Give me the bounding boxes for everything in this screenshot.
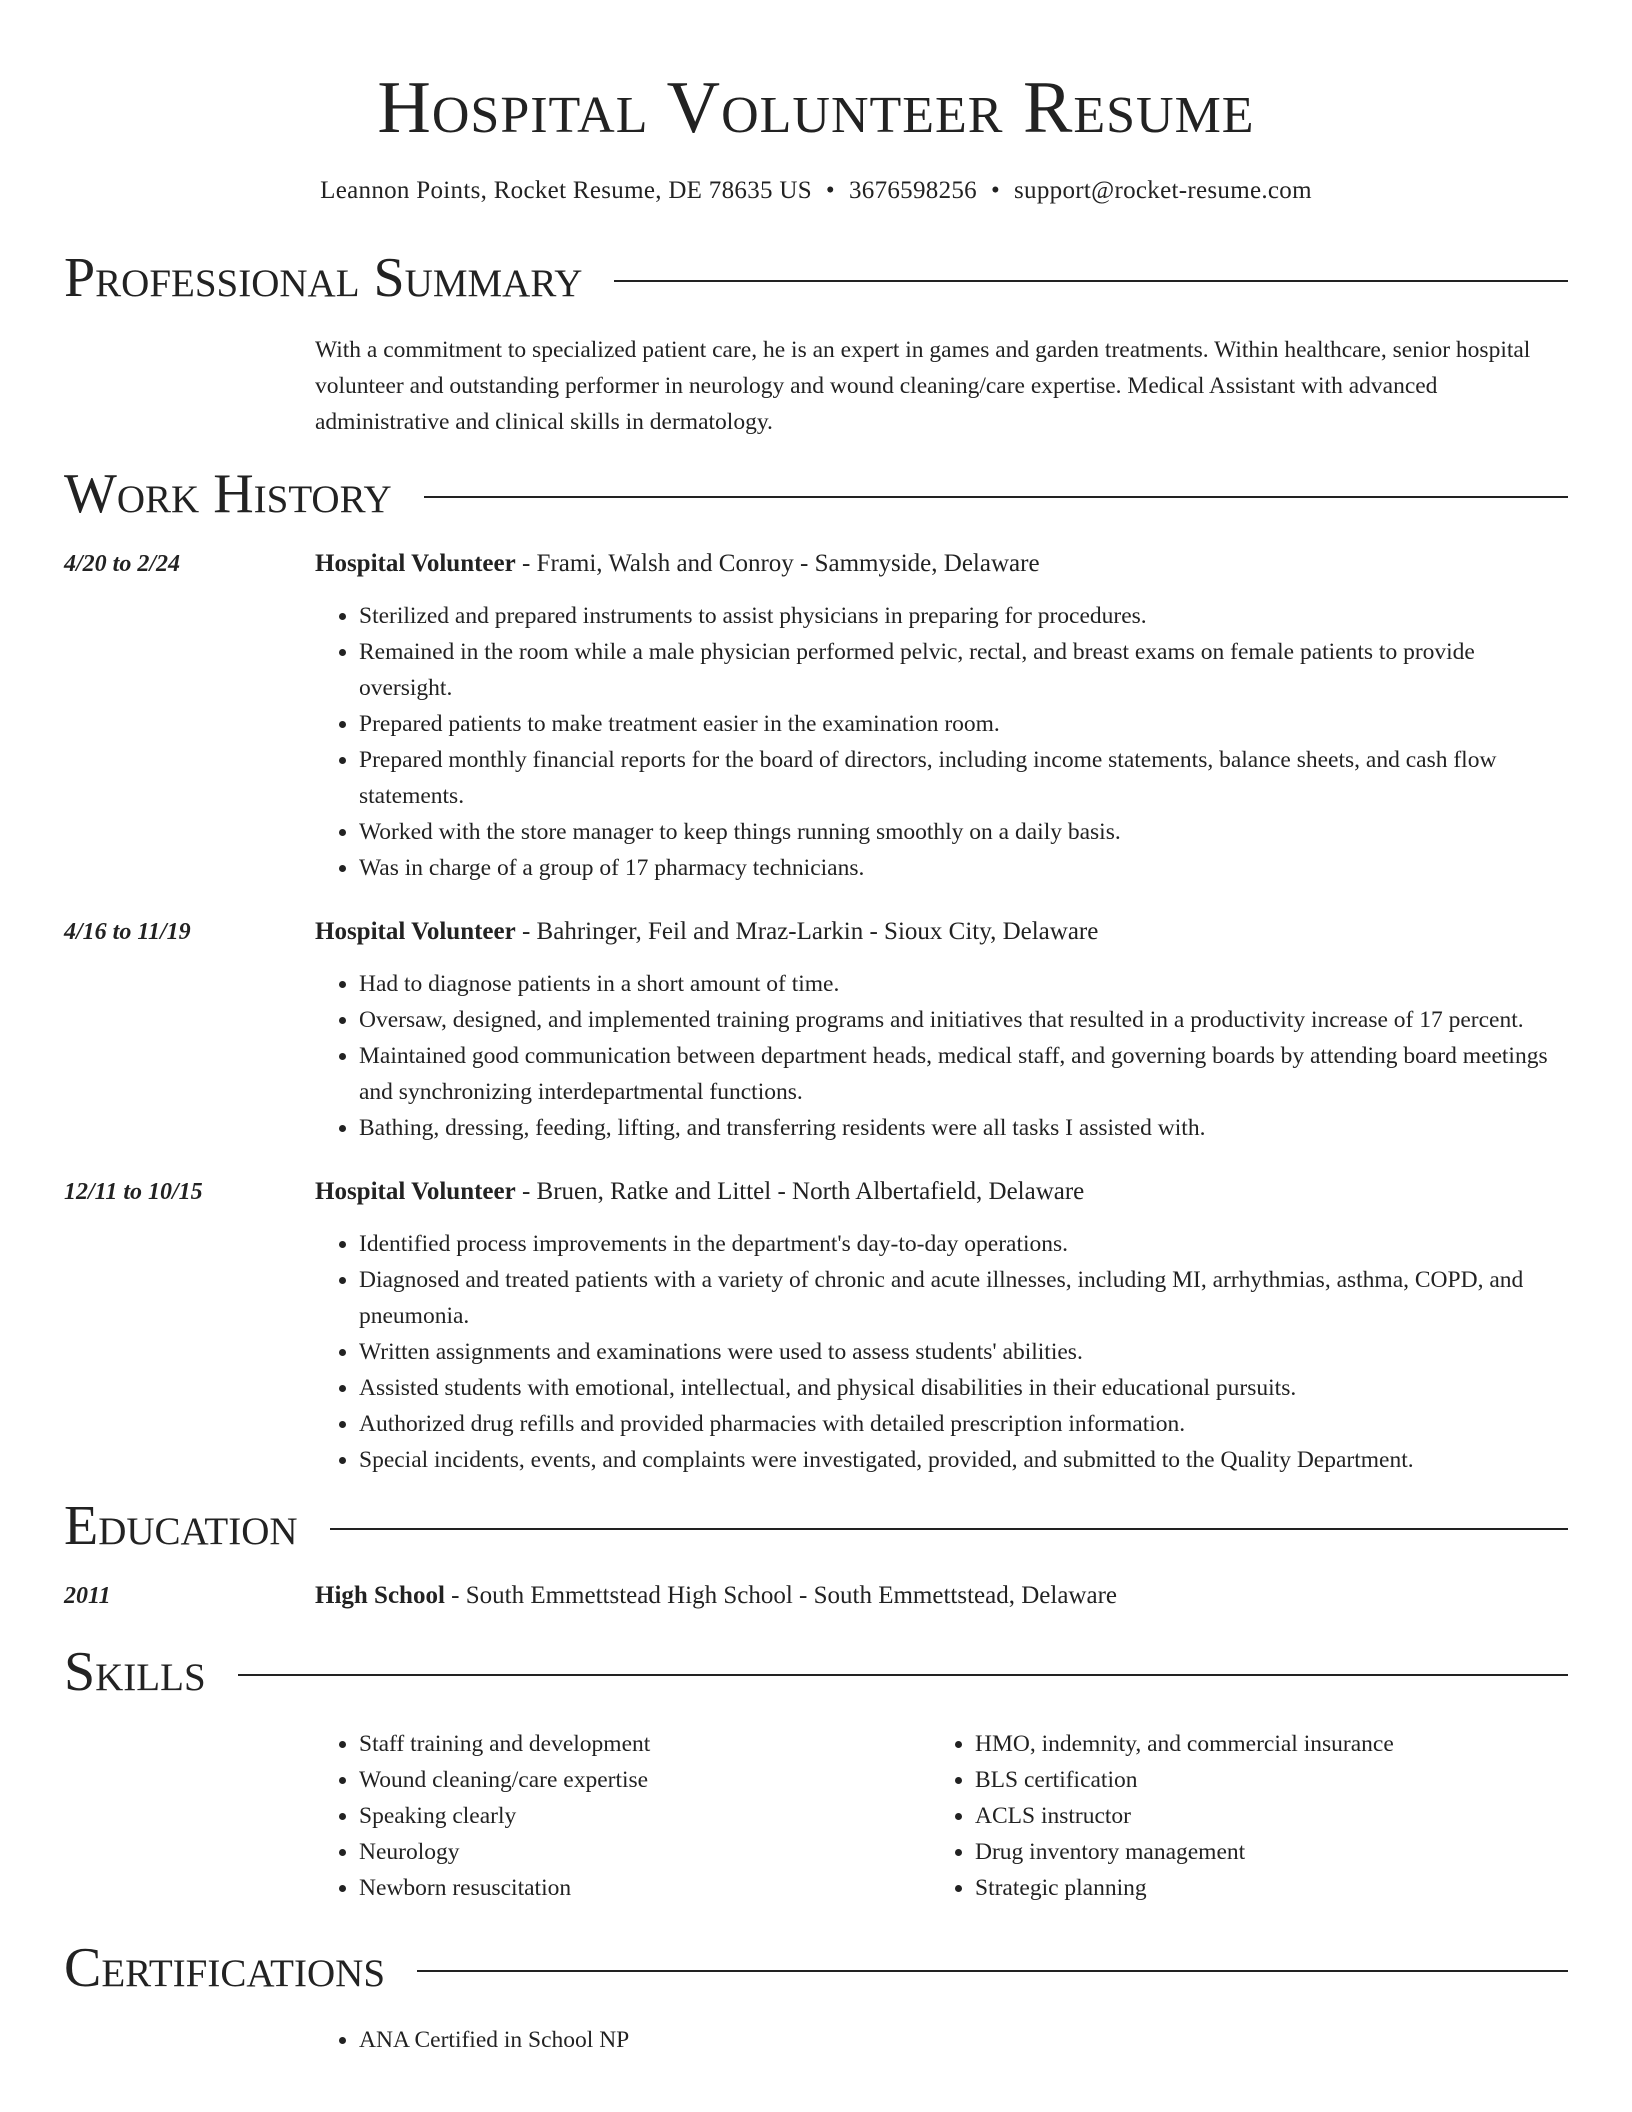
skills-column-right	[931, 1726, 1567, 1906]
certifications-list	[315, 2022, 1568, 2058]
contact-separator: •	[825, 177, 835, 204]
list-item: • Special incidents, events, and complaints were investigated, provided, and submitted to the Quality Department.	[359, 1442, 1568, 1478]
job-dates: 4/20 to 2/24	[64, 551, 181, 577]
job-employer: - Bruen, Ratke and Littel - North Albertafield, Delaware	[515, 1178, 1085, 1205]
list-item: • Written assignments and examinations were used to assess students' abilities.	[359, 1334, 1568, 1370]
list-item: • Newborn resuscitation	[359, 1870, 931, 1906]
education-entry	[64, 1580, 1568, 1612]
list-item: • Was in charge of a group of 17 pharmacy technicians.	[359, 850, 1568, 886]
contact-separator: •	[990, 177, 1001, 204]
contact-email: support@rocket-resume.com	[1014, 177, 1312, 204]
section-title-skills: Skills	[64, 1641, 206, 1703]
list-item: • Bathing, dressing, feeding, lifting, and transferring residents were all tasks I assisted with.	[359, 1110, 1568, 1146]
skills-column-left	[315, 1726, 931, 1906]
skills-list	[315, 1726, 1568, 1906]
section-header-certifications	[64, 1936, 1568, 2000]
contact-phone: 3676598256	[848, 177, 977, 204]
job-heading	[315, 916, 1568, 948]
list-item: • Wound cleaning/care expertise	[359, 1762, 931, 1798]
education-heading	[315, 1580, 1117, 1612]
education-degree: High School	[315, 1582, 445, 1609]
section-rule	[417, 1970, 1568, 1972]
list-item: • Worked with the store manager to keep things running smoothly on a daily basis.	[359, 814, 1568, 850]
job-body	[315, 916, 1568, 1146]
list-item: • ANA Certified in School NP	[359, 2022, 1568, 2058]
list-item: • Neurology	[359, 1834, 931, 1870]
list-item: • Oversaw, designed, and implemented training programs and initiatives that resulted in a productivity increase of 17 percent.	[359, 1002, 1568, 1038]
education-year: 2011	[64, 1583, 111, 1609]
section-title-work: Work History	[64, 463, 392, 525]
job-entry	[64, 916, 1568, 1146]
section-rule	[330, 1528, 1568, 1530]
list-item: • Strategic planning	[975, 1870, 1567, 1906]
section-rule	[614, 280, 1568, 282]
list-item: • BLS certification	[975, 1762, 1567, 1798]
list-item: • Diagnosed and treated patients with a variety of chronic and acute illnesses, including MI, arrhythmias, asthma, COPD, and pneumonia.	[359, 1262, 1568, 1334]
list-item: • Maintained good communication between department heads, medical staff, and governing boards by attending board meetings and synchronizing interdepartmental functions.	[359, 1038, 1568, 1110]
list-item: • Prepared patients to make treatment easier in the examination room.	[359, 706, 1568, 742]
list-item: • Staff training and development	[359, 1726, 931, 1762]
job-heading	[315, 1176, 1568, 1208]
list-item: • Drug inventory management	[975, 1834, 1567, 1870]
section-header-skills	[64, 1640, 1568, 1704]
job-bullets	[315, 1226, 1568, 1478]
resume-page	[64, 0, 1568, 2058]
list-item: • Speaking clearly	[359, 1798, 931, 1834]
list-item: • Remained in the room while a male physician performed pelvic, rectal, and breast exams on female patients to provide oversight.	[359, 634, 1568, 706]
section-rule	[424, 496, 1568, 498]
list-item: • Identified process improvements in the department's day-to-day operations.	[359, 1226, 1568, 1262]
job-employer: - Frami, Walsh and Conroy - Sammyside, Delaware	[515, 550, 1040, 577]
job-entry	[64, 1176, 1568, 1478]
job-dates: 4/16 to 11/19	[64, 919, 191, 945]
list-item: • HMO, indemnity, and commercial insurance	[975, 1726, 1567, 1762]
section-header-education	[64, 1494, 1568, 1558]
section-header-work	[64, 462, 1568, 526]
job-title: Hospital Volunteer	[315, 550, 516, 577]
resume-title: Hospital Volunteer Resume	[377, 67, 1255, 149]
section-title-certifications: Certifications	[64, 1937, 386, 1999]
section-title-education: Education	[64, 1495, 298, 1557]
job-bullets	[315, 598, 1568, 886]
list-item: • Assisted students with emotional, intellectual, and physical disabilities in their educational pursuits.	[359, 1370, 1568, 1406]
job-entry	[64, 548, 1568, 886]
list-item: • ACLS instructor	[975, 1798, 1567, 1834]
job-title: Hospital Volunteer	[315, 1178, 516, 1205]
summary-text: With a commitment to specialized patient care, he is an expert in games and garden treatments. Within healthcare, senior hospital volunteer and outstanding performer in neurology and wound cleaning/care expertise. Medical Assistant with advanced administrative and clinical skills in dermatology.	[315, 337, 1531, 435]
job-employer: - Bahringer, Feil and Mraz-Larkin - Sioux City, Delaware	[515, 918, 1099, 945]
list-item: • Prepared monthly financial reports for the board of directors, including income statements, balance sheets, and cash flow statements.	[359, 742, 1568, 814]
list-item: • Had to diagnose patients in a short amount of time.	[359, 966, 1568, 1002]
job-heading	[315, 548, 1568, 580]
list-item: • Authorized drug refills and provided pharmacies with detailed prescription information.	[359, 1406, 1568, 1442]
job-body	[315, 548, 1568, 886]
section-rule	[238, 1674, 1568, 1676]
job-body	[315, 1176, 1568, 1478]
job-dates: 12/11 to 10/15	[64, 1179, 203, 1205]
section-title-summary: Professional Summary	[64, 247, 583, 309]
job-title: Hospital Volunteer	[315, 918, 516, 945]
education-school: - South Emmettstead High School - South Emmettstead, Delaware	[444, 1582, 1118, 1609]
job-bullets	[315, 966, 1568, 1146]
contact-line	[64, 174, 1568, 208]
list-item: • Sterilized and prepared instruments to assist physicians in preparing for procedures.	[359, 598, 1568, 634]
section-header-summary	[64, 246, 1568, 310]
contact-address: Leannon Points, Rocket Resume, DE 78635 US	[320, 177, 812, 204]
